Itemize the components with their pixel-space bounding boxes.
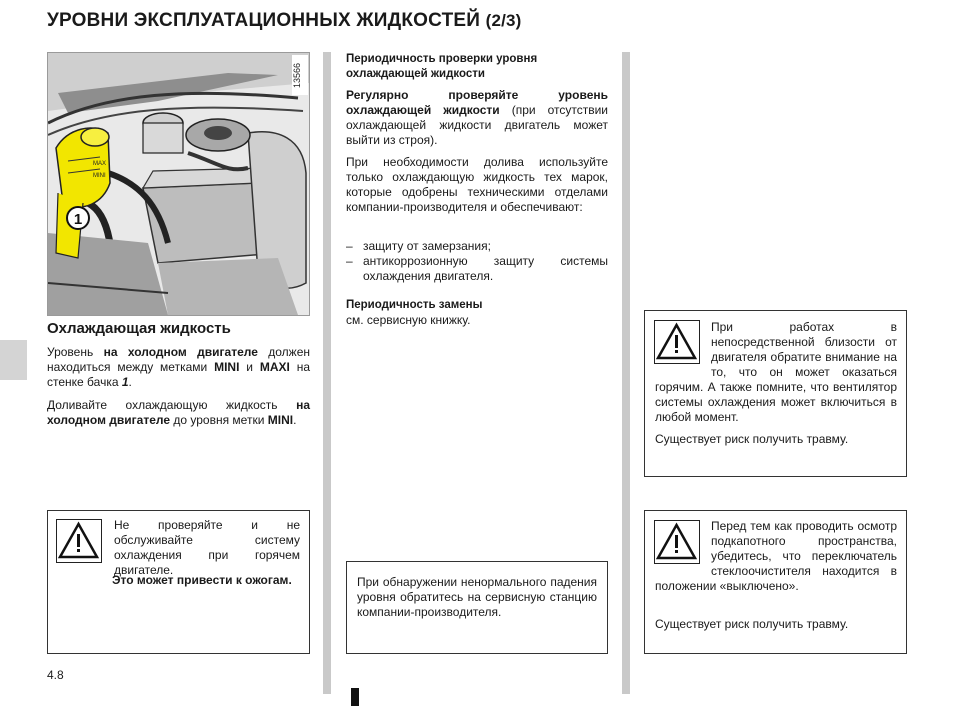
- check-paragraph: Регулярно проверяйте уровень охлаждающей жидкости (при отсутствии охлаждающей жидкости двигатель может выйти из строя).: [346, 88, 608, 147]
- page-number: 4.8: [47, 668, 64, 682]
- warning-triangle-icon: [56, 519, 102, 563]
- replacement-text: см. сервисную книжку.: [346, 313, 471, 327]
- list-item: – защиту от замерзания;: [346, 239, 608, 254]
- engine-bay-drawing: [48, 53, 309, 315]
- topup-brands-paragraph: При необходимости долива используйте только охлаждающую жидкость тех марок, которые одобрены техническими отделами компании-производителя и обеспечивают:: [346, 155, 608, 214]
- list-item: – антикоррозионную защиту системы охлаждения двигателя.: [346, 254, 608, 284]
- tank-label-max: MAX: [93, 161, 107, 167]
- warning-burn-text: Это может привести к ожогам.: [112, 573, 292, 587]
- warning-hot-engine-text: Не проверяйте и не обслуживайте систему охлаждения при горячем двигателе.: [114, 518, 300, 577]
- note-box-abnormal-drop: [346, 561, 608, 654]
- coolant-heading: Охлаждающая жидкость: [47, 320, 231, 337]
- page-title: [47, 10, 522, 32]
- tank-label-mini: MINI: [93, 173, 106, 179]
- column-divider-right: [622, 52, 630, 694]
- column-divider-left: [323, 52, 331, 694]
- warning-wiper-text: Перед тем как проводить осмотр подкапотного пространства, убедитесь, что переключатель стеклоочистителя находится в положении «выключено».: [655, 519, 897, 593]
- warning-fan-text: При работах в непосредственной близости от двигателя обратите внимание на то, что он может оказаться горячим. А также помните, что вентилятор системы охлаждения может включиться в любой момент.: [655, 320, 897, 424]
- warning-box-hot-engine: [47, 510, 310, 654]
- note-box-text: При обнаружении ненормального падения уровня обратитесь на сервисную станцию компании-производителя.: [357, 575, 597, 619]
- coolant-level-paragraph: Уровень на холодном двигателе должен находиться между метками MINI и MAXI на стенке бачка 1.: [47, 345, 311, 389]
- protection-list: [346, 239, 608, 284]
- engine-bay-illustration: [47, 52, 310, 316]
- page-title-part: (2/3): [485, 11, 522, 30]
- page-marker: [351, 688, 359, 706]
- check-interval-heading: Периодичность проверки уровня охлаждающей жидкости: [346, 53, 538, 80]
- warning-wiper-risk: Существует риск получить травму.: [655, 617, 849, 631]
- section-tab: [0, 340, 27, 380]
- warning-box-hot-engine-fan: [644, 310, 907, 477]
- figure-number: 13566: [292, 55, 308, 95]
- callout-1: 1: [73, 211, 83, 228]
- warning-box-wiper: [644, 510, 907, 654]
- warning-fan-risk: Существует риск получить травму.: [655, 432, 849, 446]
- replacement-heading: Периодичность замены: [346, 299, 483, 311]
- coolant-topup-paragraph: Доливайте охлаждающую жидкость на холодном двигателе до уровня метки MINI.: [47, 398, 310, 427]
- page-title-text: УРОВНИ ЭКСПЛУАТАЦИОННЫХ ЖИДКОСТЕЙ: [47, 10, 481, 31]
